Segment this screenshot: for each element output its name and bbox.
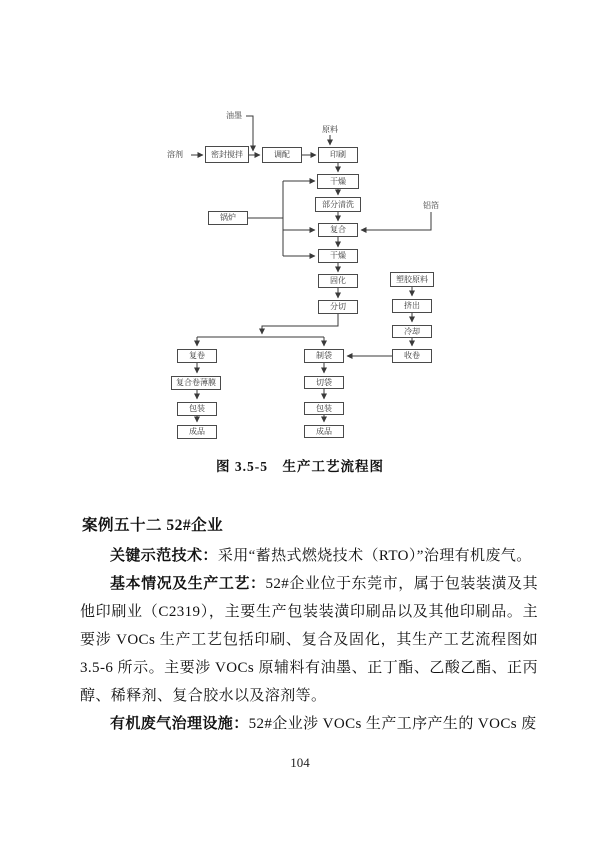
case-heading: 案例五十二 52#企业 bbox=[82, 517, 224, 534]
document-body bbox=[80, 512, 538, 738]
figure-caption: 图 3.5-5 生产工艺流程图 bbox=[216, 459, 384, 474]
flow-label-foil: 铝箔 bbox=[423, 201, 439, 210]
flow-node-laminating: 复合 bbox=[318, 223, 358, 237]
flow-node-printing: 印刷 bbox=[318, 147, 358, 163]
paragraph-lead: 基本情况及生产工艺： bbox=[110, 576, 266, 592]
flow-node-curing: 固化 bbox=[318, 274, 358, 288]
flow-node-boiler: 锅炉 bbox=[208, 211, 248, 225]
flow-node-cooling: 冷却 bbox=[392, 325, 432, 338]
flow-node-seal-mix: 密封搅拌 bbox=[205, 146, 249, 163]
paragraph-lead: 关键示范技术： bbox=[110, 548, 218, 564]
flow-node-packing-left: 包装 bbox=[177, 402, 217, 416]
flow-node-packing-right: 包装 bbox=[304, 402, 344, 415]
paragraph-text: 52#企业涉 VOCs 生产工序产生的 VOCs 废 bbox=[248, 716, 537, 732]
flow-node-winding: 收卷 bbox=[392, 349, 432, 363]
paragraph-text: 52#企业位于东莞市，属于包装装潢及其他印刷业（C2319），主要生产包装装潢印刷品以及其他印刷品。主要涉 VOCs 生产工艺包括印刷、复合及固化，其生产工艺流程图如 3.5-6 所示。主要涉 VOCs 原辅料有油墨、正丁酯、乙酸乙酯、正丙醇、稀释剂、复合胶水以及溶剂等。 bbox=[80, 576, 538, 704]
paragraph-basic-info bbox=[80, 570, 538, 710]
flow-label-raw-material: 原料 bbox=[322, 125, 338, 134]
flow-node-drying-1: 干燥 bbox=[317, 174, 359, 189]
flow-node-slitting: 分切 bbox=[318, 300, 358, 314]
flow-node-partial-cleaning: 部分清洗 bbox=[315, 197, 361, 212]
flow-node-bag-making: 制袋 bbox=[304, 349, 344, 363]
flow-node-finished-product-right: 成品 bbox=[304, 425, 344, 438]
flow-node-plastic-raw-material: 塑胶原料 bbox=[390, 272, 434, 287]
flow-label-ink: 油墨 bbox=[226, 111, 242, 120]
flow-node-laminated-roll-film: 复合卷薄膜 bbox=[171, 376, 221, 390]
flow-node-finished-product-left: 成品 bbox=[177, 425, 217, 439]
flow-node-blend: 调配 bbox=[262, 147, 302, 163]
page-number: 104 bbox=[290, 755, 310, 770]
flow-node-drying-2: 干燥 bbox=[318, 249, 358, 263]
paragraph-treatment-facility bbox=[80, 710, 538, 738]
paragraph-key-technology bbox=[80, 542, 538, 570]
paragraph-lead: 有机废气治理设施： bbox=[110, 716, 249, 732]
paragraph-text: 采用“蓄热式燃烧技术（RTO）”治理有机废气。 bbox=[217, 548, 532, 564]
flow-node-rewinding: 复卷 bbox=[177, 349, 217, 363]
flow-node-extrusion: 挤出 bbox=[392, 299, 432, 313]
flow-node-bag-cutting: 切袋 bbox=[304, 376, 344, 389]
flow-label-solvent: 溶剂 bbox=[167, 150, 183, 159]
